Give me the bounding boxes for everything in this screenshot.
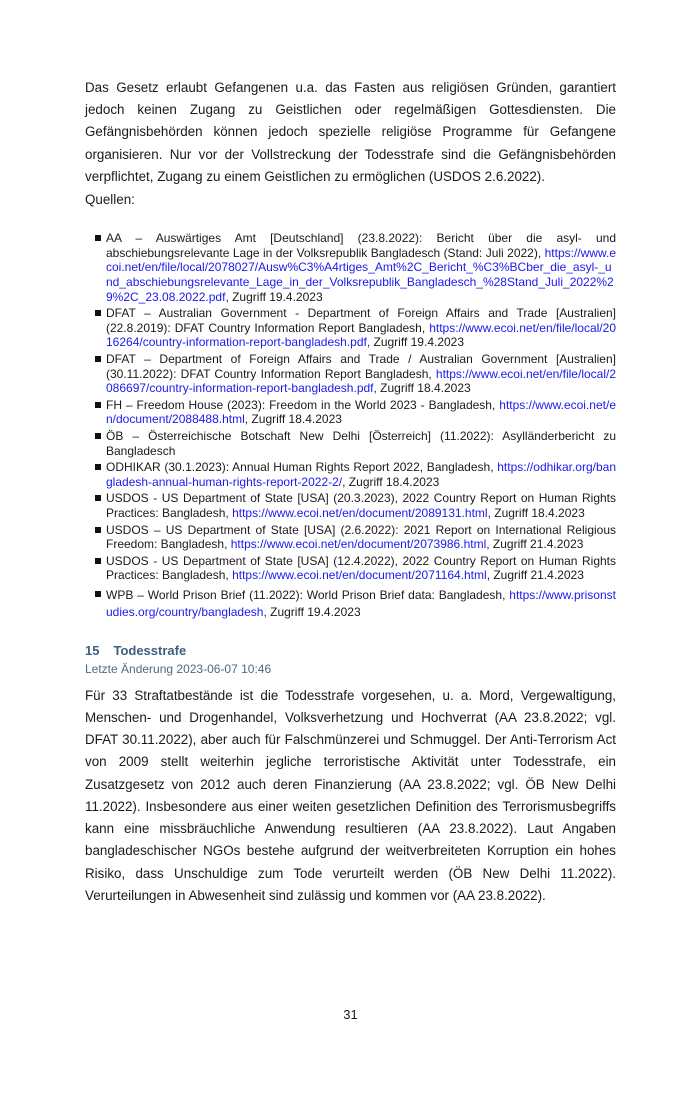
source-item xyxy=(95,352,616,396)
source-access-date: , Zugriff 21.4.2023 xyxy=(486,568,584,583)
source-access-date: , Zugriff 21.4.2023 xyxy=(486,537,584,552)
sources-label: Quellen: xyxy=(85,192,135,208)
page-number: 31 xyxy=(343,1006,358,1022)
source-text: DFAT – Department of Foreign Affairs and Trade / Australian Government [Australien] (30.11.2022): DFAT Country Information Report Bangladesh, xyxy=(106,351,616,381)
section-number: 15 xyxy=(85,642,100,658)
source-item xyxy=(95,306,616,350)
source-access-date: , Zugriff 18.4.2023 xyxy=(373,381,471,396)
source-access-date: , Zugriff 18.4.2023 xyxy=(487,505,585,520)
source-item xyxy=(95,554,616,583)
intro-paragraph: Das Gesetz erlaubt Gefangenen u.a. das Fasten aus religiösen Gründen, garantiert jedoch keinen Zugang zu Geistlichen oder regelmäßigen Gottesdiensten. Die Gefängnisbehörden können jedoch spezielle religiöse Programme für Gefangene organisieren. Nur vor der Vollstreckung der Todesstrafe sind die Gefängnisbehörden verpflichtet, Zugang zu einem Geistlichen zu ermöglichen (USDOS 2.6.2022). xyxy=(85,80,616,184)
sources-list xyxy=(95,231,616,621)
source-text: ÖB – Österreichische Botschaft New Delhi [Österreich] (11.2022): Asylländerbericht zu Bangladesch xyxy=(106,428,616,458)
source-item xyxy=(95,491,616,520)
source-link[interactable]: https://www.ecoi.net/en/document/2088488.html xyxy=(106,397,616,427)
source-text: USDOS - US Department of State [USA] (12.4.2022), 2022 Country Report on Human Rights Practices: Bangladesh, xyxy=(106,553,616,583)
source-text: AA – Auswärtiges Amt [Deutschland] (23.8.2022): Bericht über die asyl- und abschiebungsrelevante Lage in der Volksrepublik Bangladesch (Stand: Juli 2022), xyxy=(106,231,616,260)
source-item xyxy=(95,523,616,552)
source-access-date: Zugriff 19.4.2023 xyxy=(370,335,465,350)
source-item xyxy=(95,460,616,489)
source-link[interactable]: https://odhikar.org/bangladesh-annual-human-rights-report-2022-2/ xyxy=(106,460,616,489)
source-access-date: , Zugriff 18.4.2023 xyxy=(342,474,440,489)
source-access-date: , Zugriff 19.4.2023 xyxy=(225,289,323,304)
source-text: USDOS – US Department of State [USA] (2.6.2022): 2021 Report on International Religious Freedom: Bangladesh, xyxy=(106,522,616,552)
source-link[interactable]: https://www.ecoi.net/en/document/2089131.html xyxy=(232,505,488,520)
last-change: Letzte Änderung 2023-06-07 10:46 xyxy=(85,661,272,676)
source-text: ODHIKAR (30.1.2023): Annual Human Rights Report 2022, Bangladesh, xyxy=(106,460,498,475)
source-link[interactable]: https://www.ecoi.net/en/document/2073986.html xyxy=(230,537,487,552)
section-heading xyxy=(85,643,616,659)
source-text: DFAT – Australian Government - Department of Foreign Affairs and Trade [Australien] (22.8.2019): DFAT Country Information Report Bangladesh, xyxy=(106,306,616,335)
source-link[interactable]: https://www.ecoi.net/en/file/local/2016264/country-information-report-bangladesh.pdf, xyxy=(106,320,616,350)
source-link[interactable]: https://www.ecoi.net/en/document/2071164.html xyxy=(232,568,487,583)
source-item xyxy=(95,429,616,458)
section-title: Todesstrafe xyxy=(113,642,187,658)
source-link[interactable]: https://www.ecoi.net/en/file/local/2078027/Ausw%C3%A4rtiges_Amt%2C_Bericht_%C3%BCber_die_asyl-_und_abschiebungsrelevante_Lage_in_der_Volksrepublik_Bangladesch_%28Stand_Juli_2022%29%2C_23.08.2022.pdf xyxy=(106,245,616,304)
source-link[interactable]: https://www.prisonstudies.org/country/bangladesh xyxy=(106,587,616,619)
source-item xyxy=(95,398,616,427)
source-item xyxy=(95,587,616,621)
source-access-date: , Zugriff 19.4.2023 xyxy=(263,604,361,619)
section-paragraph: Für 33 Straftatbestände ist die Todesstrafe vorgesehen, u. a. Mord, Vergewaltigung, Menschen- und Drogenhandel, Volksverhetzung und Hochverrat (AA 23.8.2022; vgl. DFAT 30.11.2022), aber auch für Falschmünzerei und Schmuggel. Der Anti-Terrorism Act von 2009 stellt weiterhin jegliche terroristische Aktivität unter Todesstrafe, ein Zusatzgesetz von 2012 auch deren Finanzierung (AA 23.8.2022; vgl. ÖB New Delhi 11.2022). Insbesondere aus einer weiten gesetzlichen Definition des Terrorismusbegriffs kann eine missbräuchliche Anwendung resultieren (AA 23.8.2022). Laut Angaben bangladeschischer NGOs bestehe aufgrund der weitverbreiteten Korruption ein hohes Risiko, dass Unschuldige zum Tode verurteilt werden (ÖB New Delhi 11.2022). Verurteilungen in Abwesenheit sind zulässig und kommen vor (AA 23.8.2022). xyxy=(85,687,616,903)
source-text: WPB – World Prison Brief (11.2022): World Prison Brief data: Bangladesh, xyxy=(106,587,510,602)
source-text: USDOS - US Department of State [USA] (20.3.2023), 2022 Country Report on Human Rights Practices: Bangladesh, xyxy=(106,491,616,520)
source-text: FH – Freedom House (2023): Freedom in the World 2023 - Bangladesh, xyxy=(106,397,500,412)
source-item xyxy=(95,231,616,304)
source-access-date: , Zugriff 18.4.2023 xyxy=(244,412,342,427)
source-link[interactable]: https://www.ecoi.net/en/file/local/2086697/country-information-report-bangladesh.pdf xyxy=(106,366,616,396)
